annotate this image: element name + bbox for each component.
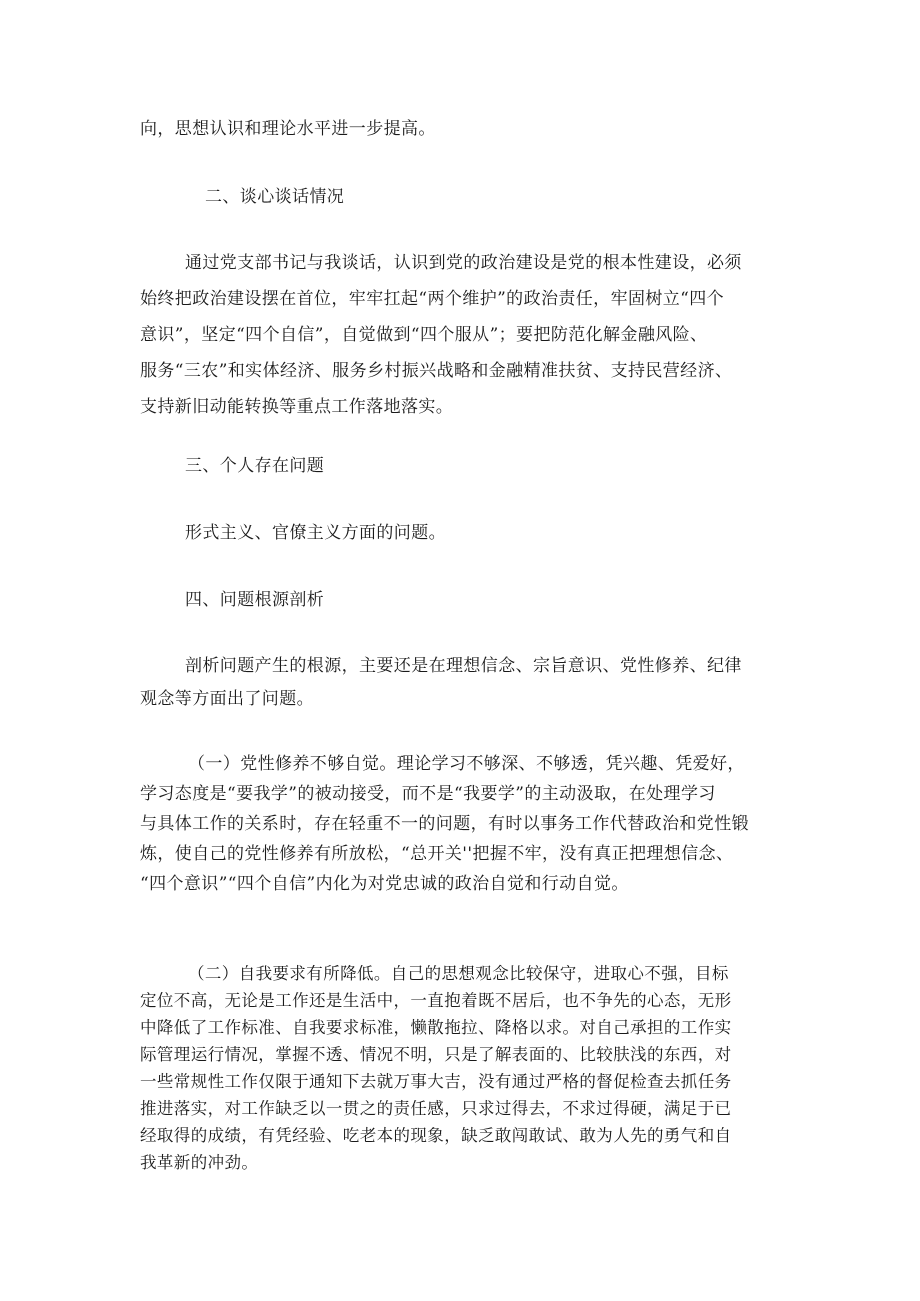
text-line: 一些常规性工作仅限于通知下去就万事大吉，没有通过严格的督促检查去抓任务 xyxy=(140,1072,732,1091)
text-line: 与具体工作的关系时，存在轻重不一的问题，有时以事务工作代替政治和党性锻 xyxy=(140,814,749,834)
section4-item1-paragraph xyxy=(140,749,800,899)
section4-item2-paragraph xyxy=(140,960,800,1176)
text-line: 始终把政治建设摆在首位，牢牢扛起“两个维护”的政治责任，牢固树立“四个 xyxy=(140,289,725,309)
text-line: 定位不高，无论是工作还是生活中，一直抱着既不居后，也不争先的心态，无形 xyxy=(140,991,732,1010)
text-line: （二）自我要求有所降低。自己的思想观念比较保守，进取心不强，目标 xyxy=(188,964,729,983)
text-line: 剖析问题产生的根源，主要还是在理想信念、宗旨意识、党性修养、纪律 xyxy=(185,656,742,676)
continuation-paragraph xyxy=(140,111,800,147)
text-line: 服务“三农”和实体经济、服务乡村振兴战略和金融精准扶贫、支持民营经济、 xyxy=(140,361,733,381)
text-line: 支持新旧动能转换等重点工作落地落实。 xyxy=(140,397,454,417)
text-line: 通过党支部书记与我谈话，认识到党的政治建设是党的根本性建设，必须 xyxy=(185,253,742,273)
section-heading-4 xyxy=(185,582,845,618)
text-line: 观念等方面出了问题。 xyxy=(140,688,314,709)
heading-text: 四、问题根源剖析 xyxy=(185,590,325,610)
text-line: （一）党性修养不够自觉。理论学习不够深、不够透，凭兴趣、凭爱好， xyxy=(188,754,745,774)
section2-paragraph xyxy=(140,245,800,425)
text-line: 炼，使自己的党性修养有所放松，“总开关''把握不牢，没有真正把理想信念、 xyxy=(140,844,734,864)
heading-text: 二、谈心谈话情况 xyxy=(205,187,345,207)
text-line: 际管理运行情况，掌握不透、情况不明，只是了解表面的、比较肤浅的东西，对 xyxy=(140,1045,732,1064)
text-line: 中降低了工作标准、自我要求标准，懒散拖拉、降格以求。对自己承担的工作实 xyxy=(140,1018,732,1037)
section-heading-2 xyxy=(205,179,865,215)
text-line: 形式主义、官僚主义方面的问题。 xyxy=(185,523,446,543)
text-line: “四个意识”“四个自信”内化为对党忠诚的政治自觉和行动自觉。 xyxy=(140,874,629,894)
text-line: 向，思想认识和理论水平进一步提高。 xyxy=(140,119,436,139)
text-line: 学习态度是“要我学”的被动接受，而不是“我要学”的主动汲取，在处理学习 xyxy=(140,784,716,804)
text-line: 经取得的成绩，有凭经验、吃老本的现象，缺乏敢闯敢试、敢为人先的勇气和自 xyxy=(140,1126,732,1145)
text-line: 意识”，坚定“四个自信”，自觉做到“四个服从”；要把防范化解金融风险、 xyxy=(140,325,708,345)
section-heading-3 xyxy=(185,448,845,484)
text-line: 推进落实，对工作缺乏以一贯之的责任感，只求过得去，不求过得硬，满足于已 xyxy=(140,1099,732,1118)
heading-text: 三、个人存在问题 xyxy=(185,456,325,476)
section4-intro-paragraph xyxy=(140,650,800,715)
section3-paragraph xyxy=(185,515,845,551)
text-line: 我革新的冲劲。 xyxy=(140,1153,259,1172)
